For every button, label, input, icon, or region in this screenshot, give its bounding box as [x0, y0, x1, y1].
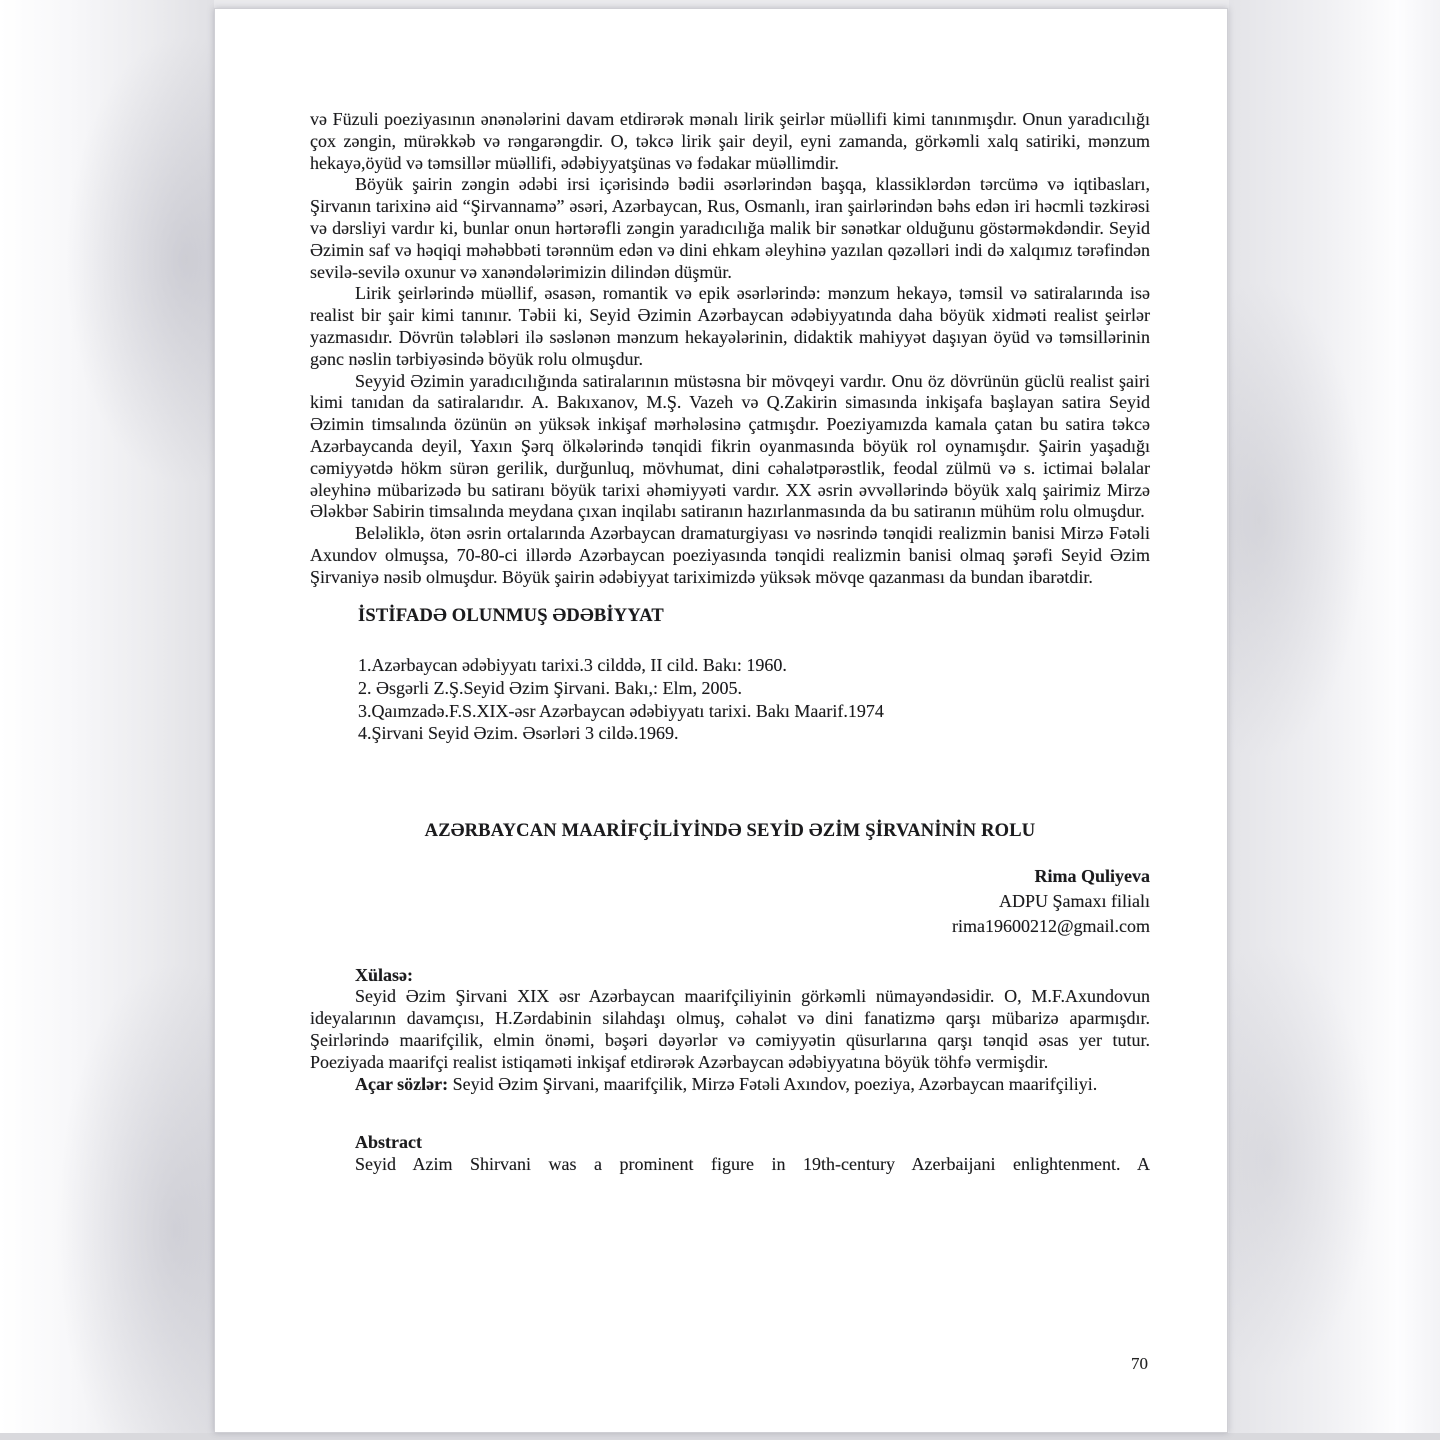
document-page — [214, 8, 1228, 1433]
keywords-text: Seyid Əzim Şirvani, maarifçilik, Mirzə Fətəli Axındov, poeziya, Azərbaycan maarifçiliyi. — [452, 1073, 1098, 1094]
author-email: rima19600212@gmail.com — [951, 916, 1150, 937]
background-bottom-strip — [0, 1433, 1440, 1440]
reference-item-1: 1.Azərbaycan ədəbiyyatı tarixi.3 cilddə, II cild. Bakı: 1960. — [358, 655, 787, 676]
references-heading: İSTİFADƏ OLUNMUŞ ƏDƏBİYYAT — [358, 605, 664, 626]
author-block — [310, 864, 1150, 940]
abstract-paragraph: Seyid Azim Shirvani was a prominent figure in 19th-century Azerbaijani enlightenment. A — [355, 1154, 1150, 1175]
keywords-label: Açar sözlər: — [355, 1073, 449, 1094]
page-content — [215, 9, 1227, 1176]
reference-item-2: 2. Əsgərli Z.Ş.Seyid Əzim Şirvani. Bakı,: Elm, 2005. — [358, 677, 742, 698]
summary-paragraph: Seyid Əzim Şirvani XIX əsr Azərbaycan maarifçiliyinin görkəmli nümayəndəsidir. O, M.F.Axundovun ideyalarının davamçısı, H.Zərdabinin silahdaşı olmuş, cəhalət və dini fanatizmə qarşı mübarizə aparmışdır. Şeirlərində maarifçilik, elmin önəmi, bəşəri dəyərlər və cəmiyyətin qüsurlarına qarşı tənqid əsas yer tutur. Poeziyada maarifçi realist istiqaməti inkişaf etdirərək Azərbaycan ədəbiyyatına böyük töhfə vermişdir. — [310, 986, 1150, 1072]
body-paragraph-3: Lirik şeirlərində müəllif, əsasən, romantik və epik əsərlərində: mənzum hekayə, təmsil və satiralarında isə realist bir şair kimi tanınır. Təbii ki, Seyid Əzimin Azərbaycan ədəbiyyatında daha böyük xidməti realist şeirlər yazmasıdır. Dövrün tələbləri ilə səslənən mənzum hekayələrinin, didaktik mahiyyət daşıyan öyüd və təmsillərinin gənc nəslin tərbiyəsində böyük rolu olmuşdur. — [310, 283, 1150, 369]
keywords-paragraph — [310, 1074, 1150, 1096]
summary-label: Xülasə: — [355, 964, 413, 985]
reference-item-3: 3.Qaımzadə.F.S.XIX-əsr Azərbaycan ədəbiyyatı tarixi. Bakı Maarif.1974 — [358, 700, 884, 721]
body-paragraph-4: Seyyid Əzimin yaradıcılığında satiralarının müstəsna bir mövqeyi vardır. Onu öz dövrünün güclü realist şairi kimi tanıdan da satiralarıdır. A. Bakıxanov, M.Ş. Vazeh və Q.Zakirin simasında inkişafa başlayan satira Seyid Əzimin timsalında özünün ən yüksək inkişaf mərhələsinə çatmışdır. Poeziyamızda kamala çatan bu satira təkcə Azərbaycanda deyil, Yaxın Şərq ölkələrində tənqidi fikrin oyanmasında böyük rol oynamışdır. Şairin yaşadığı cəmiyyətdə hökm sürən gerilik, durğunluq, mövhumat, dini cəhalətpərəstlik, feodal zülmü və s. ictimai bəlalar əleyhinə mübarizədə bu satiranı böyük tarixi əhəmiyyəti vardır. XX əsrin əvvəllərində böyük xalq şairimiz Mirzə Ələkbər Sabirin timsalında meydana çıxan inqilabı satiranın hazırlanmasında da bu satiranın mühüm rolu olmuşdur. — [310, 370, 1150, 522]
references-list — [310, 654, 1150, 744]
body-paragraph-continuation: və Füzuli poeziyasının ənənələrini davam etdirərək mənalı lirik şeirlər müəllifi kimi tanınmışdır. Onun yaradıcılığı çox zəngin, mürəkkəb və rəngarəngdir. O, təkcə lirik şair deyil, eyni zamanda, görkəmli xalq satiriki, mənzum hekayə,öyüd və təmsillər müəllifi, ədəbiyyatşünas və fədakar müəllimdir. — [310, 109, 1150, 173]
reference-item-4: 4.Şirvani Seyid Əzim. Əsərləri 3 cildə.1969. — [358, 723, 679, 744]
author-affiliation: ADPU Şamaxı filialı — [999, 891, 1150, 911]
author-name: Rima Quliyeva — [1034, 865, 1150, 886]
article-title: AZƏRBAYCAN MAARİFÇİLİYİNDƏ SEYİD ƏZİM ŞİRVANİNİN ROLU — [424, 820, 1036, 841]
background-left-gutter — [0, 0, 214, 1440]
body-paragraph-5: Beləliklə, ötən əsrin ortalarında Azərbaycan dramaturgiyası və nəsrində tənqidi realizmin banisi Mirzə Fətəli Axundov olmuşsa, 70-80-ci illərdə Azərbaycan poeziyasında tənqidi realizmin banisi olmaq şərəfi Seyid Əzim Şirvaniyə nəsib olmuşdur. Böyük şairin ədəbiyyat tariximizdə yüksək mövqe qazanması da bundan ibarətdir. — [310, 523, 1150, 587]
page-number: 70 — [1131, 1354, 1148, 1373]
abstract-label: Abstract — [355, 1132, 422, 1153]
body-paragraph-2: Böyük şairin zəngin ədəbi irsi içərisində bədii əsərlərindən başqa, klassiklərdən tərcümə və iqtibasları, Şirvanın tarixinə aid “Şirvannamə” əsəri, Azərbaycan, Rus, Osmanlı, iran şairlərindən bəhs edən iri həcmli təzkirəsi və dərsliyi vardır ki, bunlar onun hərtərəfli zəngin yaradıcılığa malik bir sənətkar olduğunu göstərməkdəndir. Seyid Əzimin saf və həqiqi məhəbbəti tərənnüm edən və dini ehkam əleyhinə yazılan qəzəlləri indi də xalqımız tərəfindən sevilə-sevilə oxunur və xanəndələrimizin dilindən düşmür. — [310, 174, 1150, 282]
background-right-gutter — [1229, 0, 1440, 1440]
